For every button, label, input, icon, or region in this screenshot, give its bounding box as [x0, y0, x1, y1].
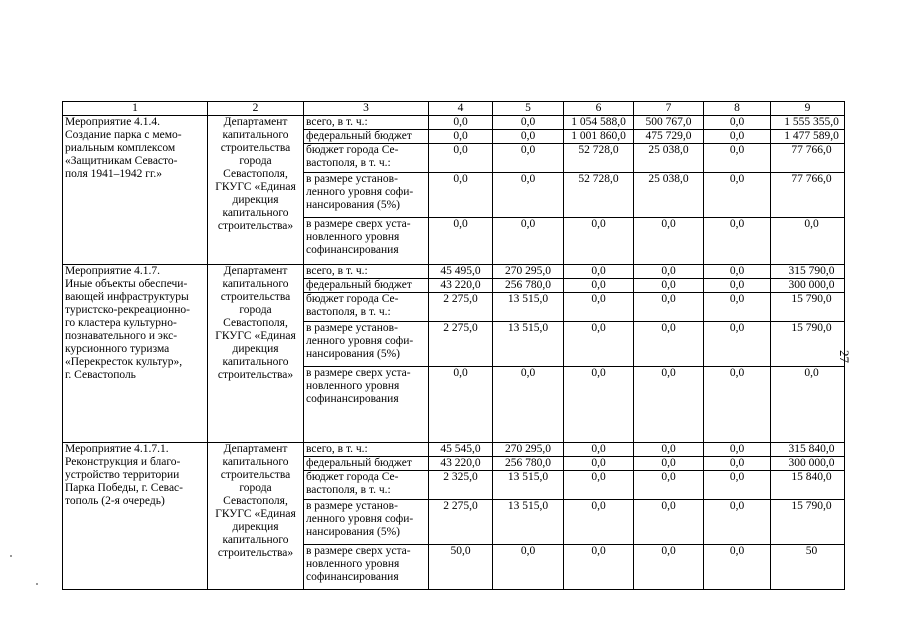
value-cell: 2 275,0 [429, 293, 493, 322]
value-cell: 0,0 [493, 367, 564, 443]
value-cell: 0,0 [429, 218, 493, 265]
funding-source-cell [304, 500, 429, 545]
event-text: Мероприятие 4.1.4. Создание парка с мемо- риальным комплексом «Защитникам Севасто- поля 1941–1942 гг.» [65, 116, 182, 180]
funding-source-cell [304, 471, 429, 500]
funding-source-text: федеральный бюджет [306, 457, 412, 469]
header-cell: 3 [304, 102, 429, 116]
value-cell: 0,0 [634, 367, 704, 443]
header-cell: 6 [564, 102, 634, 116]
table-body [63, 102, 845, 590]
event-text: Мероприятие 4.1.7. Иные объекты обеспечи- вающей инфраструктуры туристско-рекреационно- го кластера культурно- познавательного и экс- курсионного туризма «Перекресток культур», г. Севастополь [65, 265, 190, 381]
total-value-cell: 15 790,0 [771, 293, 845, 322]
value-cell: 43 220,0 [429, 279, 493, 293]
funding-source-text: федеральный бюджет [306, 130, 412, 142]
value-cell: 0,0 [634, 457, 704, 471]
header-row [63, 102, 845, 116]
funding-source-cell [304, 545, 429, 590]
value-cell: 13 515,0 [493, 500, 564, 545]
value-cell: 0,0 [704, 144, 771, 173]
value-cell: 0,0 [564, 471, 634, 500]
total-value-cell: 1 555 355,0 [771, 116, 845, 130]
funding-source-text: всего, в т. ч.: [306, 116, 368, 128]
value-cell: 0,0 [704, 367, 771, 443]
value-cell: 25 038,0 [634, 173, 704, 218]
value-cell: 0,0 [704, 218, 771, 265]
value-cell: 1 054 588,0 [564, 116, 634, 130]
event-cell [63, 116, 208, 265]
value-cell: 270 295,0 [493, 443, 564, 457]
value-cell: 43 220,0 [429, 457, 493, 471]
value-cell: 45 545,0 [429, 443, 493, 457]
total-value-cell: 315 840,0 [771, 443, 845, 457]
funding-source-text: федеральный бюджет [306, 279, 412, 291]
value-cell: 2 325,0 [429, 471, 493, 500]
total-value-cell: 77 766,0 [771, 144, 845, 173]
total-value-cell: 300 000,0 [771, 457, 845, 471]
value-cell: 0,0 [429, 116, 493, 130]
value-cell: 0,0 [493, 218, 564, 265]
value-cell: 13 515,0 [493, 293, 564, 322]
value-cell: 1 001 860,0 [564, 130, 634, 144]
event-cell [63, 443, 208, 590]
value-cell: 0,0 [704, 457, 771, 471]
funding-source-text: в размере сверх уста- новленного уровня софинансирования [306, 218, 411, 256]
value-cell: 0,0 [704, 279, 771, 293]
value-cell: 0,0 [704, 500, 771, 545]
value-cell: 0,0 [704, 265, 771, 279]
value-cell: 0,0 [564, 265, 634, 279]
value-cell: 0,0 [564, 545, 634, 590]
value-cell: 0,0 [564, 367, 634, 443]
value-cell: 0,0 [493, 130, 564, 144]
value-cell: 256 780,0 [493, 457, 564, 471]
funding-source-cell [304, 457, 429, 471]
value-cell: 0,0 [634, 293, 704, 322]
funding-source-text: в размере установ- ленного уровня софи- нансирования (5%) [306, 322, 414, 360]
funding-source-cell [304, 367, 429, 443]
funding-source-cell [304, 279, 429, 293]
scan-dot [10, 555, 12, 557]
value-cell: 0,0 [564, 218, 634, 265]
funding-source-cell [304, 130, 429, 144]
value-cell: 0,0 [493, 545, 564, 590]
value-cell: 0,0 [564, 443, 634, 457]
total-value-cell: 300 000,0 [771, 279, 845, 293]
value-cell: 0,0 [634, 545, 704, 590]
value-cell: 475 729,0 [634, 130, 704, 144]
value-cell: 0,0 [634, 218, 704, 265]
header-cell: 9 [771, 102, 845, 116]
value-cell: 25 038,0 [634, 144, 704, 173]
value-cell: 0,0 [634, 322, 704, 367]
funding-source-text: бюджет города Се- вастополя, в т. ч.: [306, 293, 399, 318]
page-number: 27 [837, 350, 852, 363]
value-cell: 0,0 [429, 367, 493, 443]
value-cell: 0,0 [564, 279, 634, 293]
value-cell: 52 728,0 [564, 144, 634, 173]
event-cell [63, 265, 208, 443]
executor-text: Департамент капитального строительства города Севастополя, ГКУГС «Единая дирекция капитального строительства» [215, 265, 296, 381]
event-text: Мероприятие 4.1.7.1. Реконструкция и благо- устройство территории Парка Победы, г. Севас- тополь (2-я очередь) [65, 443, 183, 507]
executor-cell [208, 443, 304, 590]
executor-cell [208, 265, 304, 443]
total-value-cell: 0,0 [771, 367, 845, 443]
total-value-cell: 15 790,0 [771, 322, 845, 367]
funding-source-cell [304, 218, 429, 265]
header-cell: 7 [634, 102, 704, 116]
value-cell: 500 767,0 [634, 116, 704, 130]
value-cell: 0,0 [493, 144, 564, 173]
value-cell: 0,0 [634, 265, 704, 279]
funding-source-text: в размере установ- ленного уровня софи- нансирования (5%) [306, 500, 414, 538]
value-cell: 0,0 [704, 173, 771, 218]
value-cell: 0,0 [429, 130, 493, 144]
header-cell: 1 [63, 102, 208, 116]
budget-table [62, 101, 845, 590]
funding-source-text: бюджет города Се- вастополя, в т. ч.: [306, 471, 399, 496]
funding-source-cell [304, 443, 429, 457]
value-cell: 50,0 [429, 545, 493, 590]
total-value-cell: 315 790,0 [771, 265, 845, 279]
value-cell: 13 515,0 [493, 471, 564, 500]
funding-source-cell [304, 173, 429, 218]
funding-source-cell [304, 116, 429, 130]
value-cell: 0,0 [704, 130, 771, 144]
total-value-cell: 77 766,0 [771, 173, 845, 218]
value-cell: 2 275,0 [429, 322, 493, 367]
value-cell: 0,0 [564, 457, 634, 471]
funding-source-cell [304, 293, 429, 322]
value-cell: 52 728,0 [564, 173, 634, 218]
funding-source-cell [304, 265, 429, 279]
value-cell: 256 780,0 [493, 279, 564, 293]
value-cell: 0,0 [634, 279, 704, 293]
funding-source-text: всего, в т. ч.: [306, 443, 368, 455]
value-cell: 0,0 [429, 173, 493, 218]
value-cell: 0,0 [704, 322, 771, 367]
value-cell: 0,0 [493, 173, 564, 218]
value-cell: 13 515,0 [493, 322, 564, 367]
executor-text: Департамент капитального строительства города Севастополя, ГКУГС «Единая дирекция капитального строительства» [215, 116, 296, 232]
value-cell: 0,0 [564, 500, 634, 545]
funding-source-text: в размере сверх уста- новленного уровня софинансирования [306, 367, 411, 405]
funding-source-cell [304, 144, 429, 173]
funding-source-cell [304, 322, 429, 367]
funding-source-text: бюджет города Се- вастополя, в т. ч.: [306, 144, 399, 169]
value-cell: 0,0 [704, 471, 771, 500]
header-cell: 5 [493, 102, 564, 116]
value-cell: 0,0 [429, 144, 493, 173]
total-value-cell: 15 790,0 [771, 500, 845, 545]
funding-source-text: всего, в т. ч.: [306, 265, 368, 277]
header-cell: 2 [208, 102, 304, 116]
value-cell: 2 275,0 [429, 500, 493, 545]
value-cell: 0,0 [564, 322, 634, 367]
executor-cell [208, 116, 304, 265]
value-cell: 45 495,0 [429, 265, 493, 279]
value-cell: 0,0 [704, 116, 771, 130]
total-value-cell: 50 [771, 545, 845, 590]
value-cell: 270 295,0 [493, 265, 564, 279]
executor-text: Департамент капитального строительства города Севастополя, ГКУГС «Единая дирекция капитального строительства» [215, 443, 296, 559]
header-cell: 8 [704, 102, 771, 116]
table-row [63, 265, 845, 279]
table-row [63, 443, 845, 457]
funding-source-text: в размере установ- ленного уровня софи- нансирования (5%) [306, 173, 414, 211]
funding-source-text: в размере сверх уста- новленного уровня софинансирования [306, 545, 411, 583]
value-cell: 0,0 [704, 545, 771, 590]
value-cell: 0,0 [634, 471, 704, 500]
scan-dot [36, 583, 38, 585]
table-row [63, 116, 845, 130]
value-cell: 0,0 [704, 443, 771, 457]
value-cell: 0,0 [493, 116, 564, 130]
total-value-cell: 15 840,0 [771, 471, 845, 500]
value-cell: 0,0 [704, 293, 771, 322]
value-cell: 0,0 [634, 443, 704, 457]
value-cell: 0,0 [634, 500, 704, 545]
total-value-cell: 0,0 [771, 218, 845, 265]
value-cell: 0,0 [564, 293, 634, 322]
total-value-cell: 1 477 589,0 [771, 130, 845, 144]
header-cell: 4 [429, 102, 493, 116]
